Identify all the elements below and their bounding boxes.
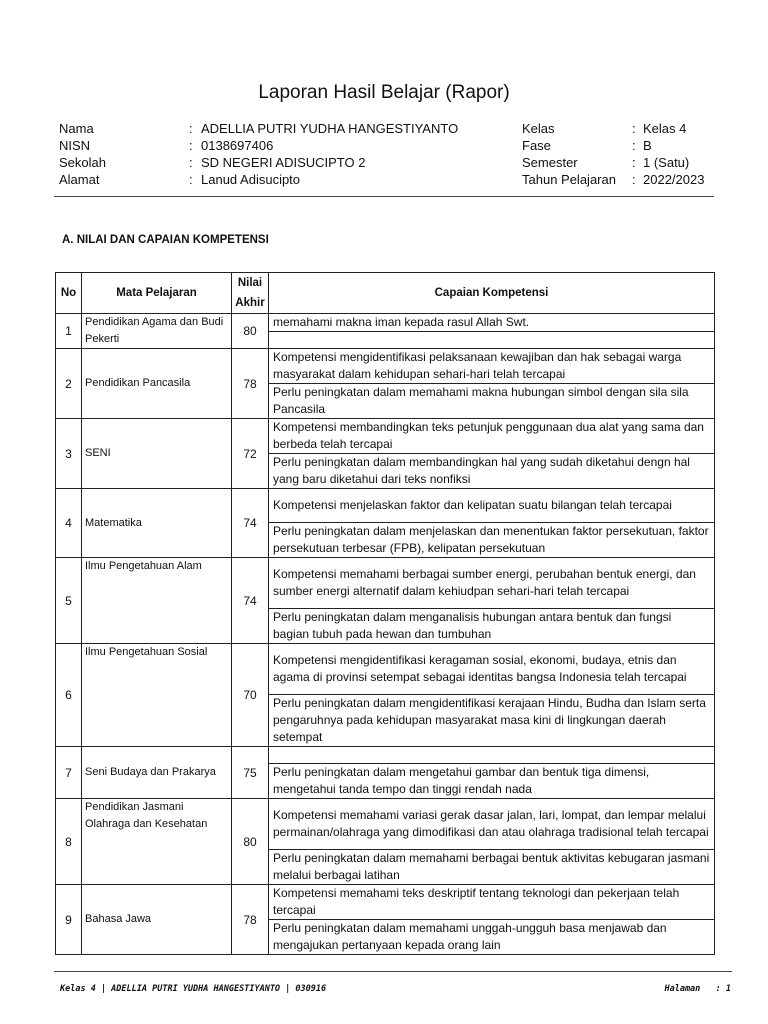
row-achievement: Kompetensi memahami berbagai sumber energi, perubahan bentuk energi, dan sumber energi alternatif dalam kehiudpan sehari-hari telah tercapai [269, 558, 715, 609]
row-improvement: Perlu peningkatan dalam membandingkan hal yang sudah diketahui dengn hal yang baru diketahui dari teks nonfiksi [269, 454, 715, 489]
grades-table [55, 272, 715, 955]
info-label: Alamat [59, 172, 100, 187]
info-separator: : [632, 172, 636, 187]
row-subject: Seni Budaya dan Prakarya [82, 747, 232, 799]
info-value: ADELLIA PUTRI YUDHA HANGESTIYANTO [201, 121, 459, 136]
header-nilai-akhir [232, 273, 269, 314]
row-subject: Ilmu Pengetahuan Alam [82, 558, 232, 644]
row-no: 6 [56, 644, 82, 747]
row-grade: 78 [232, 349, 269, 419]
row-improvement: Perlu peningkatan dalam memahami berbagai bentuk aktivitas kebugaran jasmani melalui berbagai latihan [269, 850, 715, 885]
info-value: B [643, 138, 652, 153]
row-no: 7 [56, 747, 82, 799]
info-label: Sekolah [59, 155, 106, 170]
table-row [56, 747, 715, 764]
info-label: NISN [59, 138, 91, 153]
row-improvement: Perlu peningkatan dalam memahami unggah-ungguh basa menjawab dan mengajukan pertanyaan kepada orang lain [269, 920, 715, 955]
footer-divider [54, 971, 732, 972]
table-row [56, 885, 715, 920]
header-capaian: Capaian Kompetensi [269, 273, 715, 314]
row-no: 1 [56, 314, 82, 349]
info-value: 0138697406 [201, 138, 274, 153]
row-improvement: Perlu peningkatan dalam memahami makna hubungan simbol dengan sila sila Pancasila [269, 384, 715, 419]
table-row [56, 489, 715, 523]
row-achievement: Kompetensi mengidentifikasi pelaksanaan kewajiban dan hak sebagai warga masyarakat dalam kehidupan sehari-hari telah tercapai [269, 349, 715, 384]
row-subject: Matematika [82, 489, 232, 558]
info-separator: : [189, 172, 193, 187]
row-grade: 75 [232, 747, 269, 799]
info-label: Kelas [522, 121, 555, 136]
row-improvement [269, 332, 715, 349]
row-grade: 72 [232, 419, 269, 489]
info-value: 2022/2023 [643, 172, 705, 187]
row-subject: Ilmu Pengetahuan Sosial [82, 644, 232, 747]
row-improvement: Perlu peningkatan dalam menjelaskan dan menentukan faktor persekutuan, faktor persekutuan terbesar (FPB), kelipatan persekutuan [269, 523, 715, 558]
row-improvement: Perlu peningkatan dalam menganalisis hubungan antara bentuk dan fungsi bagian tubuh pada hewan dan tumbuhan [269, 609, 715, 644]
row-achievement: Kompetensi menjelaskan faktor dan kelipatan suatu bilangan telah tercapai [269, 489, 715, 523]
row-improvement: Perlu peningkatan dalam mengetahui gambar dan bentuk tiga dimensi, mengetahui tanda tempo dan tinggi rendah nada [269, 764, 715, 799]
row-grade: 78 [232, 885, 269, 955]
table-header-row [56, 273, 715, 314]
footer-left: Kelas 4 | ADELLIA PUTRI YUDHA HANGESTIYANTO | 030916 [60, 984, 327, 994]
row-grade: 70 [232, 644, 269, 747]
header-mata-pelajaran: Mata Pelajaran [82, 273, 232, 314]
row-subject: Pendidikan Agama dan Budi Pekerti [82, 314, 232, 349]
row-no: 3 [56, 419, 82, 489]
info-value: Lanud Adisucipto [201, 172, 301, 187]
header-nilai-line2: Akhir [235, 297, 265, 309]
row-achievement: Kompetensi membandingkan teks petunjuk penggunaan dua alat yang sama dan berbeda telah tercapai [269, 419, 715, 454]
info-value: 1 (Satu) [643, 155, 690, 170]
info-label: Semester [522, 155, 578, 170]
info-value: Kelas 4 [643, 121, 687, 136]
section-title: A. NILAI DAN CAPAIAN KOMPETENSI [62, 234, 269, 246]
row-grade: 80 [232, 314, 269, 349]
row-subject: Pendidikan Jasmani Olahraga dan Kesehatan [82, 799, 232, 885]
info-separator: : [632, 121, 636, 136]
info-label: Tahun Pelajaran [522, 172, 616, 187]
row-achievement: Kompetensi mengidentifikasi keragaman sosial, ekonomi, budaya, etnis dan agama di provinsi setempat sebagai identitas bangsa Indonesia telah tercapai [269, 644, 715, 695]
row-no: 8 [56, 799, 82, 885]
info-separator: : [632, 155, 636, 170]
row-no: 5 [56, 558, 82, 644]
table-row [56, 349, 715, 384]
row-achievement [269, 747, 715, 764]
row-subject: Pendidikan Pancasila [82, 349, 232, 419]
info-separator: : [189, 121, 193, 136]
header-nilai-line1: Nilai [237, 277, 263, 289]
info-label: Nama [59, 121, 94, 136]
row-achievement: memahami makna iman kepada rasul Allah Swt. [269, 314, 715, 332]
row-no: 2 [56, 349, 82, 419]
row-grade: 74 [232, 489, 269, 558]
page-title: Laporan Hasil Belajar (Rapor) [258, 82, 510, 103]
header-no: No [56, 273, 82, 314]
row-grade: 80 [232, 799, 269, 885]
row-no: 9 [56, 885, 82, 955]
row-subject: Bahasa Jawa [82, 885, 232, 955]
row-achievement: Kompetensi memahami teks deskriptif tentang teknologi dan pekerjaan telah tercapai [269, 885, 715, 920]
footer-page-number: Halaman : 1 [664, 984, 731, 994]
table-row [56, 419, 715, 454]
table-row [56, 799, 715, 850]
header-divider [54, 196, 714, 197]
info-separator: : [632, 138, 636, 153]
table-row [56, 644, 715, 695]
info-separator: : [189, 138, 193, 153]
table-row [56, 314, 715, 332]
info-separator: : [189, 155, 193, 170]
row-improvement: Perlu peningkatan dalam mengidentifikasi kerajaan Hindu, Budha dan Islam serta pengaruhnya pada kehidupan masyarakat masa kini di lingkungan daerah setempat [269, 695, 715, 747]
row-subject: SENI [82, 419, 232, 489]
info-value: SD NEGERI ADISUCIPTO 2 [201, 155, 366, 170]
row-achievement: Kompetensi memahami variasi gerak dasar jalan, lari, lompat, dan lempar melalui permainan/olahraga yang dimodifikasi dan atau olahraga tradisional telah tercapai [269, 799, 715, 850]
row-grade: 74 [232, 558, 269, 644]
info-label: Fase [522, 138, 551, 153]
table-row [56, 558, 715, 609]
row-no: 4 [56, 489, 82, 558]
